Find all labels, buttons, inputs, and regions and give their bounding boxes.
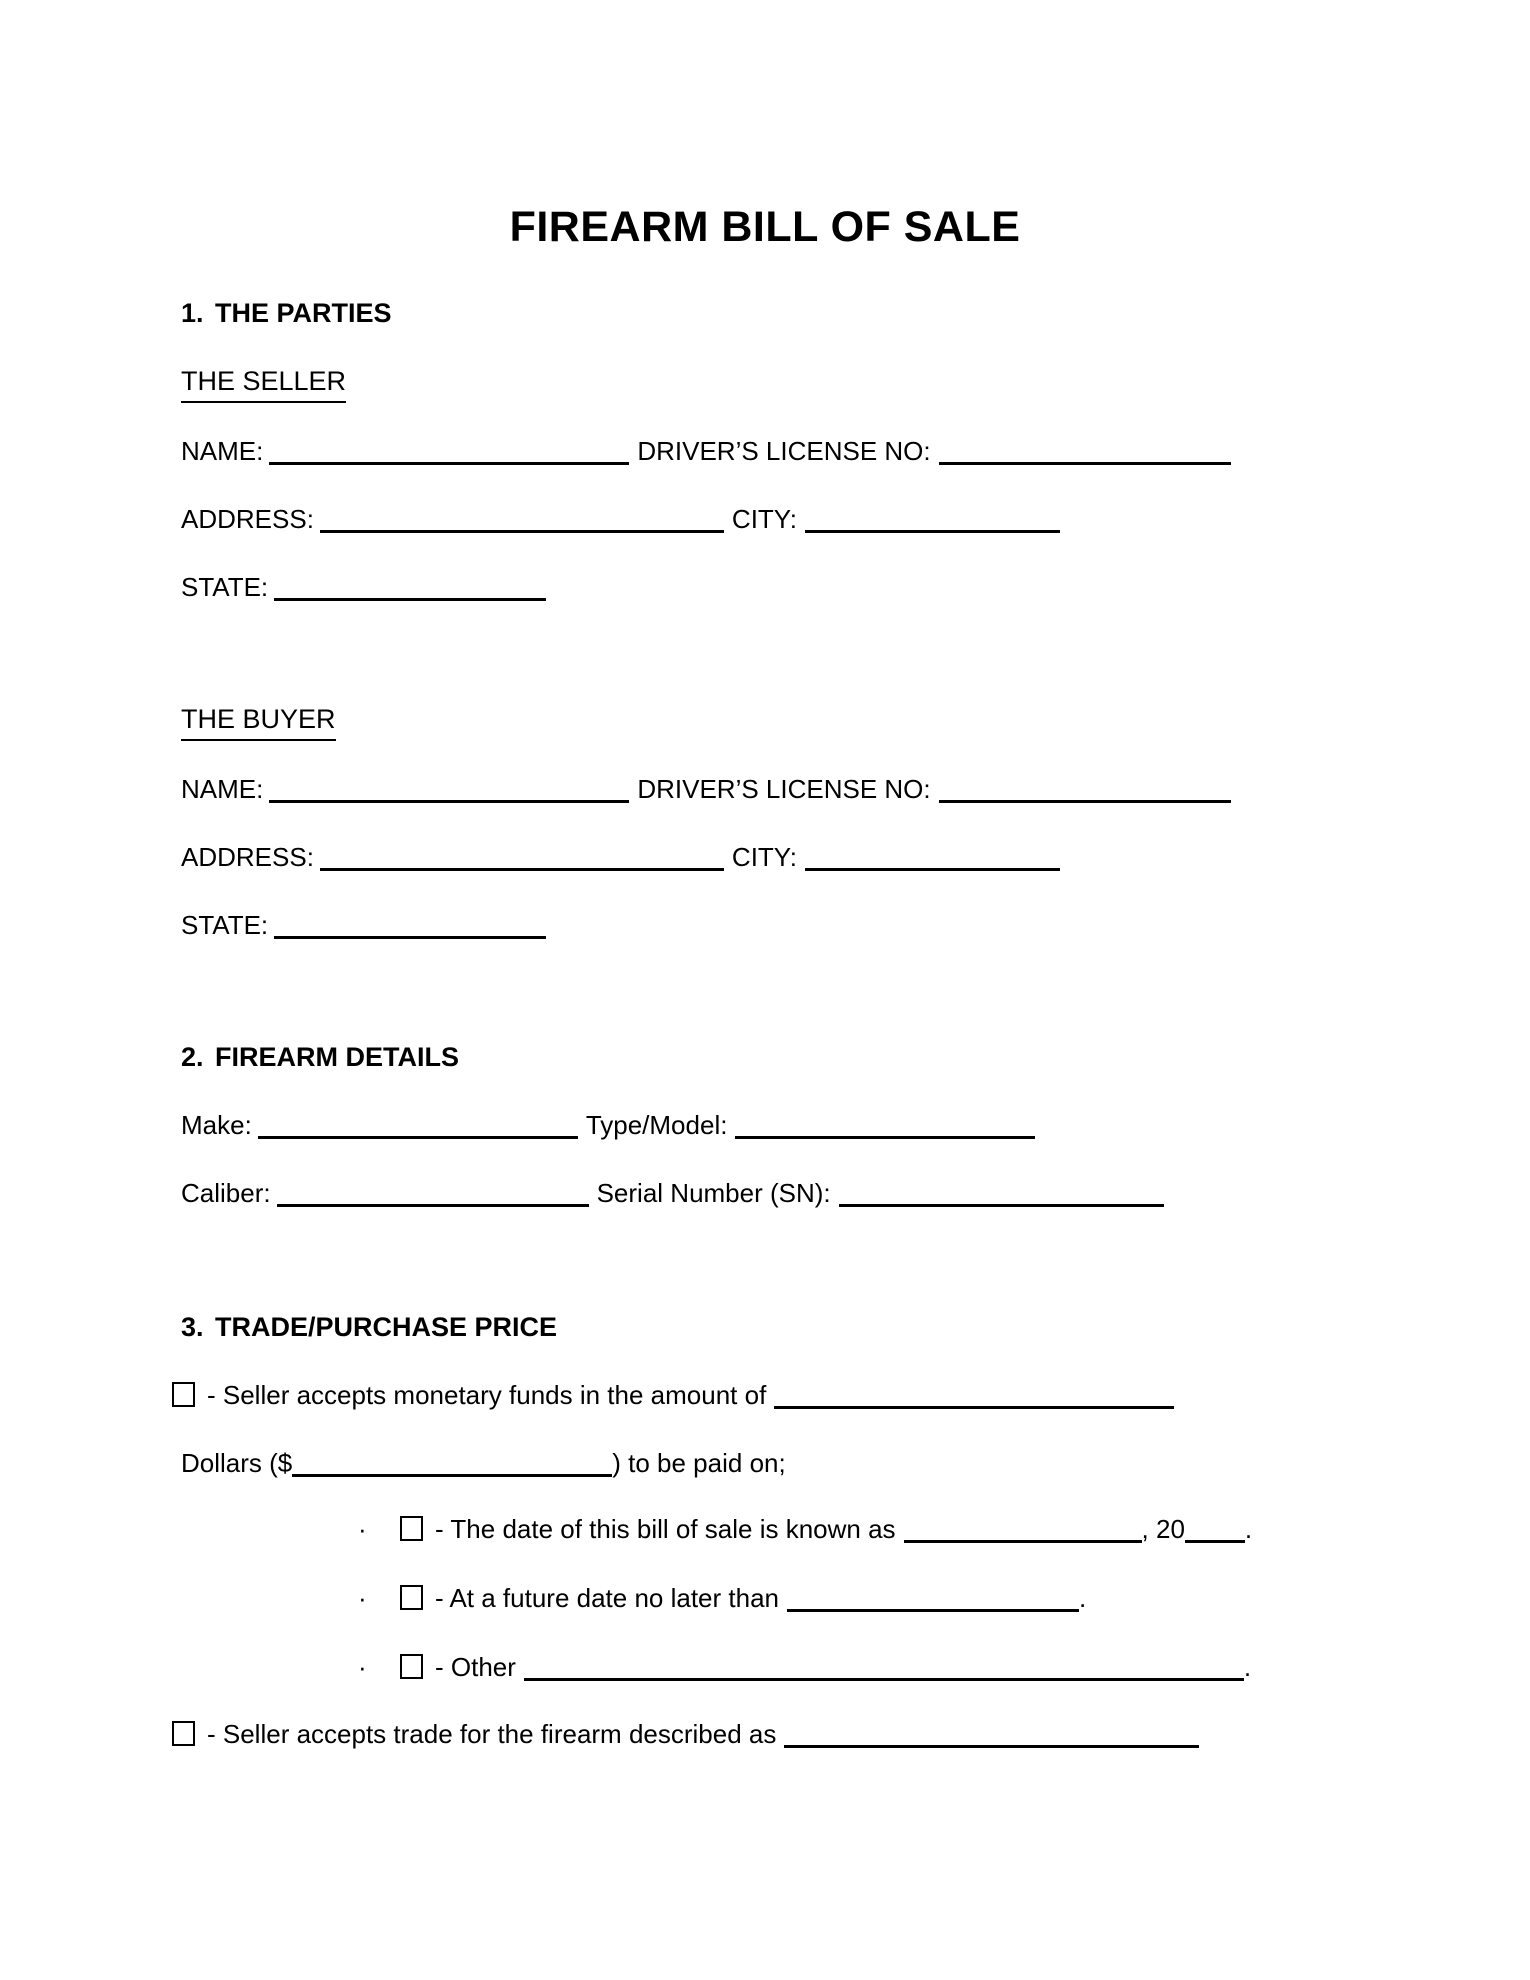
buyer-subheading (181, 702, 336, 741)
caliber-row (181, 1176, 1164, 1210)
other-option-period: . (1243, 1652, 1252, 1682)
section-price-title: TRADE/PURCHASE PRICE (215, 1312, 558, 1342)
trade-description-blank[interactable] (784, 1745, 1199, 1748)
date-year-prefix-label: , 20 (1141, 1514, 1185, 1544)
buyer-city-label: CITY: (731, 842, 797, 872)
monetary-option-row (172, 1378, 1174, 1412)
buyer-name-label: NAME: (181, 774, 264, 804)
date-blank[interactable] (904, 1540, 1142, 1543)
monetary-option-checkbox[interactable] (172, 1382, 195, 1407)
seller-name-row (181, 434, 1231, 468)
seller-state-blank[interactable] (274, 598, 546, 601)
date-year-blank[interactable] (1185, 1540, 1245, 1543)
serial-number-label: Serial Number (SN): (596, 1178, 831, 1208)
section-firearm-number: 2. (181, 1042, 204, 1072)
buyer-address-row (181, 840, 1060, 874)
future-date-option-period: . (1079, 1583, 1087, 1613)
seller-subheading-text: THE SELLER (181, 364, 346, 403)
bullet-icon: · (358, 1583, 367, 1613)
buyer-subheading-text: THE BUYER (181, 702, 336, 741)
serial-number-blank[interactable] (839, 1204, 1164, 1207)
section-firearm-title: FIREARM DETAILS (215, 1042, 459, 1072)
seller-name-blank[interactable] (269, 462, 629, 465)
section-price-heading (181, 1310, 557, 1344)
section-parties-title: THE PARTIES (215, 298, 392, 328)
future-date-blank[interactable] (787, 1609, 1079, 1612)
monetary-option-label: - Seller accepts monetary funds in the amount of (207, 1380, 767, 1410)
seller-address-row (181, 502, 1060, 536)
seller-address-blank[interactable] (320, 530, 724, 533)
section-firearm-heading (181, 1040, 459, 1074)
make-blank[interactable] (258, 1136, 578, 1139)
seller-subheading (181, 364, 346, 403)
other-option-checkbox[interactable] (400, 1654, 423, 1679)
buyer-name-blank[interactable] (269, 800, 629, 803)
section-price-number: 3. (181, 1312, 204, 1342)
other-option-label: - Other (435, 1652, 516, 1682)
trade-option-label: - Seller accepts trade for the firearm described as (207, 1719, 777, 1749)
date-option-label: - The date of this bill of sale is known as (435, 1514, 896, 1544)
bullet-icon: · (358, 1514, 367, 1544)
future-date-option-label: - At a future date no later than (435, 1583, 780, 1613)
type-model-blank[interactable] (735, 1136, 1035, 1139)
trade-option-checkbox[interactable] (172, 1721, 195, 1746)
date-option-checkbox[interactable] (400, 1516, 423, 1541)
future-date-option-row (358, 1581, 1086, 1615)
caliber-blank[interactable] (277, 1204, 589, 1207)
dollars-amount-blank[interactable] (292, 1474, 612, 1477)
seller-name-label: NAME: (181, 436, 264, 466)
buyer-state-label: STATE: (181, 910, 269, 940)
date-option-row (358, 1512, 1252, 1546)
caliber-label: Caliber: (181, 1178, 271, 1208)
type-model-label: Type/Model: (585, 1110, 728, 1140)
section-parties-number: 1. (181, 298, 204, 328)
buyer-address-label: ADDRESS: (181, 842, 314, 872)
other-blank[interactable] (524, 1678, 1244, 1681)
section-parties-heading (181, 296, 392, 330)
seller-state-row (181, 570, 546, 604)
buyer-address-blank[interactable] (320, 868, 724, 871)
seller-state-label: STATE: (181, 572, 269, 602)
dollars-row (181, 1446, 786, 1480)
seller-city-label: CITY: (731, 504, 797, 534)
make-label: Make: (181, 1110, 252, 1140)
date-option-period: . (1244, 1514, 1253, 1544)
bullet-icon: · (358, 1652, 367, 1682)
buyer-name-row (181, 772, 1231, 806)
monetary-amount-blank[interactable] (774, 1406, 1174, 1409)
buyer-state-row (181, 908, 546, 942)
document-title: FIREARM BILL OF SALE (509, 203, 1021, 251)
buyer-city-blank[interactable] (805, 868, 1060, 871)
other-option-row (358, 1650, 1251, 1684)
buyer-license-label: DRIVER’S LICENSE NO: (637, 774, 931, 804)
buyer-license-blank[interactable] (939, 800, 1231, 803)
seller-license-label: DRIVER’S LICENSE NO: (637, 436, 931, 466)
seller-license-blank[interactable] (939, 462, 1231, 465)
dollars-prefix-label: Dollars ($ (181, 1448, 293, 1478)
seller-city-blank[interactable] (805, 530, 1060, 533)
trade-option-row (172, 1717, 1199, 1751)
seller-address-label: ADDRESS: (181, 504, 314, 534)
future-date-option-checkbox[interactable] (400, 1585, 423, 1610)
make-row (181, 1108, 1035, 1142)
buyer-state-blank[interactable] (274, 936, 546, 939)
dollars-suffix-label: ) to be paid on; (612, 1448, 786, 1478)
